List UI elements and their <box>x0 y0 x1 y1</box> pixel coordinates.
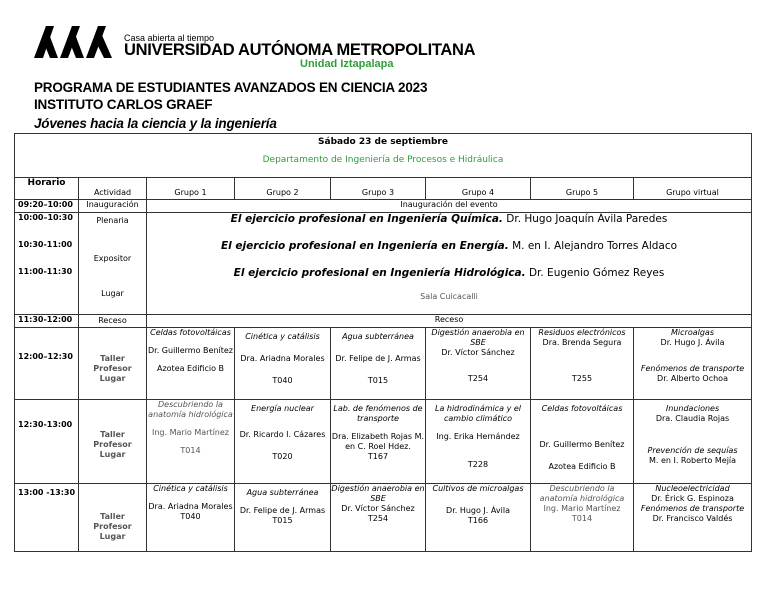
talk-3 <box>147 267 751 280</box>
col-grupo-2: Grupo 2 <box>235 178 331 200</box>
inauguracion-text: Inauguración del evento <box>147 200 752 213</box>
label-lugar: Lugar <box>101 289 124 298</box>
schedule-table <box>14 133 752 552</box>
table-title-cell <box>15 134 752 178</box>
slot3-g2: Agua subterránea Dr. Felipe de J. Armas T015 <box>235 484 331 552</box>
talk-1-title: El ejercicio profesional en Ingeniería Química. <box>230 213 503 225</box>
taller-label-3: Taller Profesor Lugar <box>79 484 147 552</box>
program-title: PROGRAMA DE ESTUDIANTES AVANZADOS EN CIENCIA 2023 <box>34 80 428 95</box>
time-slot1: 12:00–12:30 <box>15 328 79 400</box>
university-name: UNIVERSIDAD AUTÓNOMA METROPOLITANA <box>124 41 476 59</box>
slot3-g3: Digestión anaerobia en SBE Dr. Víctor Sánchez T254 <box>331 484 426 552</box>
label-plenaria: Plenaria <box>96 216 129 225</box>
taller-label-2: Taller Profesor Lugar <box>79 400 147 484</box>
slot3-virtual: Nucleoelectricidad Dr. Érick G. Espinoza Fenómenos de transporte Dr. Francisco Valdés <box>634 484 752 552</box>
slot2-g4: La hidrodinámica y el cambio climático Ing. Erika Hernández T228 <box>426 400 531 484</box>
talk-3-speaker: Dr. Eugenio Gómez Reyes <box>525 267 665 279</box>
unit-name: Unidad Iztapalapa <box>300 58 394 70</box>
col-grupo-virtual: Grupo virtual <box>634 178 752 200</box>
col-actividad: Actividad <box>79 178 147 200</box>
col-horario: Horario <box>15 178 79 200</box>
motto: Jóvenes hacia la ciencia y la ingeniería <box>34 116 277 131</box>
label-expositor: Expositor <box>93 254 132 263</box>
talk-2-speaker: M. en I. Alejandro Torres Aldaco <box>508 240 678 252</box>
institute-title: INSTITUTO CARLOS GRAEF <box>34 97 213 112</box>
col-grupo-3: Grupo 3 <box>331 178 426 200</box>
time-1100: 11:00-11:30 <box>18 267 73 276</box>
slot1-g5: Residuos electrónicos Dra. Brenda Segura T255 <box>531 328 634 400</box>
department: Departamento de Ingeniería de Procesos e Hidráulica <box>262 155 504 165</box>
time-1030: 10:30-11:00 <box>18 240 73 249</box>
col-grupo-5: Grupo 5 <box>531 178 634 200</box>
time-slot3: 13:00 -13:30 <box>15 484 79 552</box>
slot1-g2: Cinética y catálisis Dra. Ariadna Morales T040 <box>235 328 331 400</box>
slot3-g5: Descubriendo la anatomía hidrológica Ing. Mario Martínez T014 <box>531 484 634 552</box>
uam-logo <box>34 26 112 58</box>
talk-2-title: El ejercicio profesional en Ingeniería en Energía. <box>220 240 509 252</box>
talk-3-title: El ejercicio profesional en Ingeniería Hidrológica. <box>233 267 526 279</box>
slot2-g1: Descubriendo la anatomía hidrológica Ing. Mario Martínez T014 <box>147 400 235 484</box>
time-inauguracion: 09:20–10:00 <box>15 200 79 213</box>
plenaria-talks <box>147 213 752 315</box>
plenaria-times <box>15 213 79 315</box>
time-receso: 11:30-12:00 <box>15 315 79 328</box>
plenaria-labels <box>79 213 147 315</box>
slot2-g3: Lab. de fenómenos de transporte Dra. Elizabeth Rojas M. en C. Roel Hdez. T167 <box>331 400 426 484</box>
slot1-virtual: Microalgas Dr. Hugo J. Ávila Fenómenos de transporte Dr. Alberto Ochoa <box>634 328 752 400</box>
activity-receso: Receso <box>79 315 147 328</box>
tagline: Casa abierta al tiempo <box>124 33 215 43</box>
slot2-g2: Energía nuclear Dr. Ricardo I. Cázares T020 <box>235 400 331 484</box>
taller-label-1: Taller Profesor Lugar <box>79 328 147 400</box>
slot3-g4: Cultivos de microalgas Dr. Hugo J. Ávila T166 <box>426 484 531 552</box>
plenaria-place: Sala Cuicacalli <box>420 292 478 301</box>
time-slot2: 12:30-13:00 <box>15 400 79 484</box>
talk-1 <box>147 213 751 226</box>
slot1-g4: Digestión anaerobia en SBE Dr. Víctor Sánchez T254 <box>426 328 531 400</box>
slot2-g5: Celdas fotovoltáicas Dr. Guillermo Benítez Azotea Edificio B <box>531 400 634 484</box>
slot2-virtual: Inundaciones Dra. Claudia Rojas Prevención de sequías M. en I. Roberto Mejía <box>634 400 752 484</box>
time-1000: 10:00–10:30 <box>18 213 73 222</box>
col-grupo-4: Grupo 4 <box>426 178 531 200</box>
slot1-g3: Agua subterránea Dr. Felipe de J. Armas T015 <box>331 328 426 400</box>
talk-2 <box>147 240 751 253</box>
col-grupo-1: Grupo 1 <box>147 178 235 200</box>
slot3-g1: Cinética y catálisis Dra. Ariadna Morales T040 <box>147 484 235 552</box>
receso-text: Receso <box>147 315 752 328</box>
date: Sábado 23 de septiembre <box>318 137 448 147</box>
activity-inauguracion: Inauguración <box>79 200 147 213</box>
slot1-g1: Celdas fotovoltáicas Dr. Guillermo Benítez Azotea Edificio B <box>147 328 235 400</box>
talk-1-speaker: Dr. Hugo Joaquín Ávila Paredes <box>502 213 668 225</box>
